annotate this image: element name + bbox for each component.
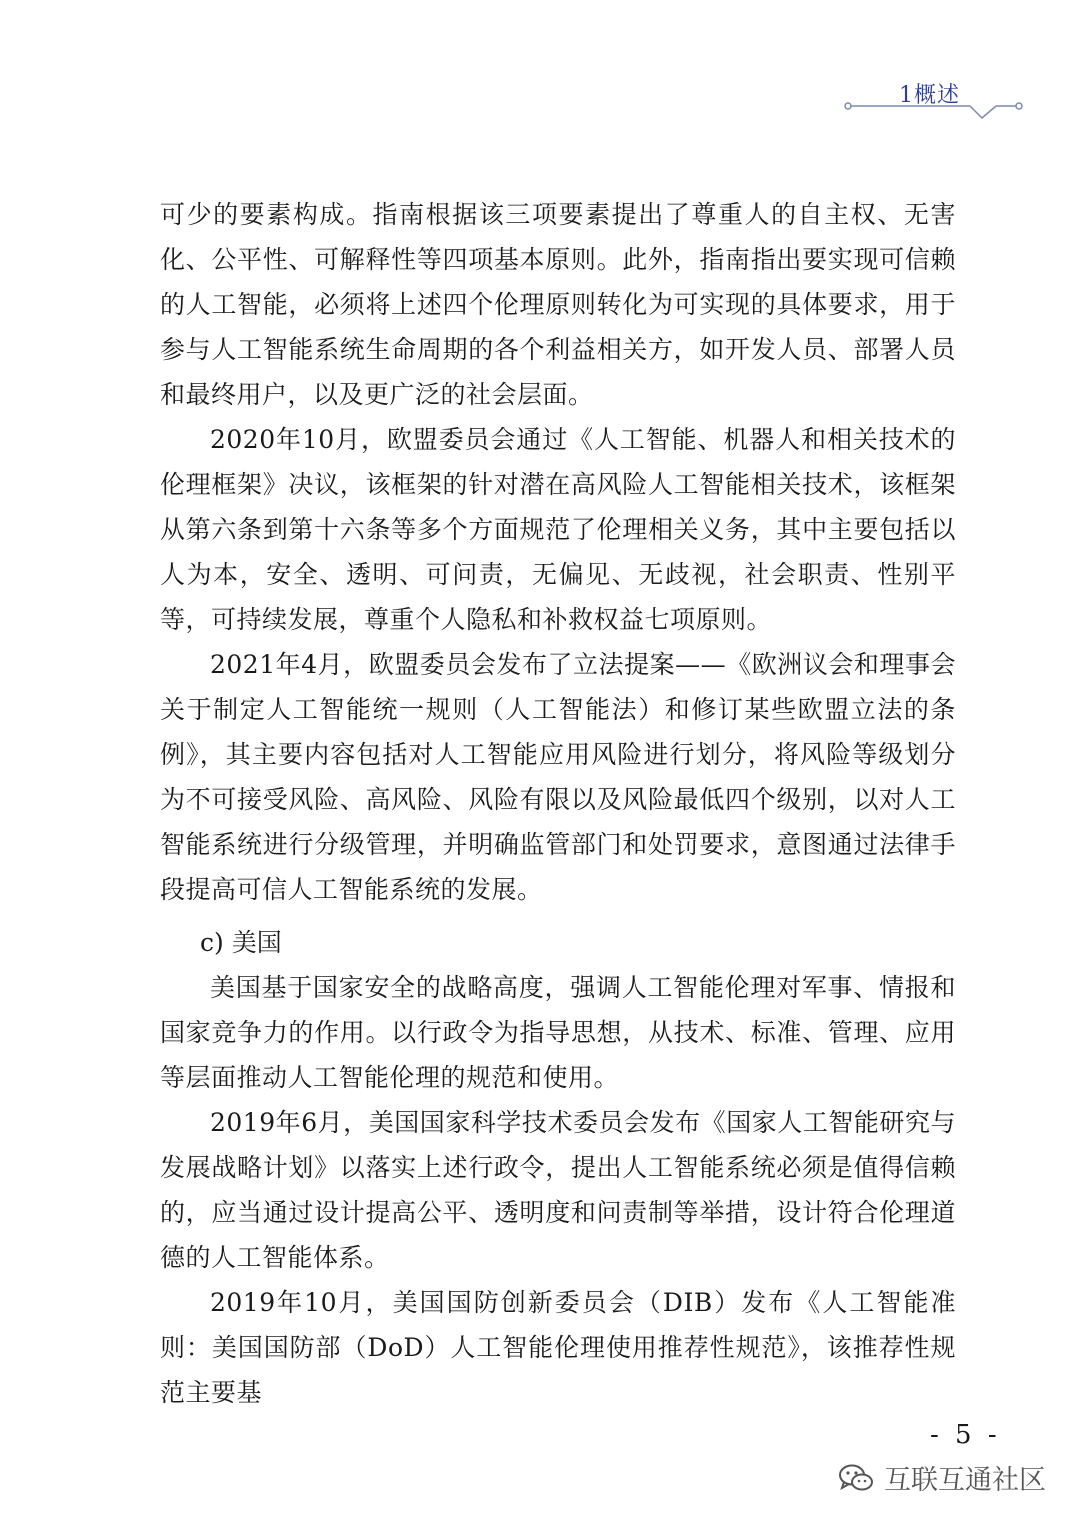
section-title: 1概述 (899, 83, 960, 108)
running-header (840, 76, 1030, 126)
paragraph-us-intro: 美国基于国家安全的战略高度，强调人工智能伦理对军事、情报和国家竞争力的作用。以行政令为指导思想，从技术、标准、管理、应用等层面推动人工智能伦理的规范和使用。 (160, 973, 956, 1092)
paragraph-eu-2021: 2021年4月，欧盟委员会发布了立法提案——《欧洲议会和理事会关于制定人工智能统一规则（人工智能法）和修订某些欧盟立法的条例》，其主要内容包括对人工智能应用风险进行划分，将风险等级划分为不可接受风险、高风险、风险有限以及风险最低四个级别，以对人工智能系统进行分级管理，并明确监管部门和处罚要求，意图通过法律手段提高可信人工智能系统的发展。 (160, 650, 956, 904)
paragraph-us-2019-june: 2019年6月，美国国家科学技术委员会发布《国家人工智能研究与发展战略计划》以落实上述行政令，提出人工智能系统必须是值得信赖的，应当通过设计提高公平、透明度和问责制等举措，设计符合伦理道德的人工智能体系。 (160, 1108, 956, 1272)
paragraph-eu-2020: 2020年10月，欧盟委员会通过《人工智能、机器人和相关技术的伦理框架》决议，该框架的针对潜在高风险人工智能相关技术，该框架从第六条到第十六条等多个方面规范了伦理相关义务，其中主要包括以人为本，安全、透明、可问责，无偏见、无歧视，社会职责、性别平等，可持续发展，尊重个人隐私和补救权益七项原则。 (160, 425, 956, 634)
page-number: - 5 - (930, 1420, 1001, 1450)
watermark (838, 1458, 1046, 1497)
paragraph-us-2019-oct: 2019年10月，美国国防创新委员会（DIB）发布《人工智能准则：美国国防部（DoD）人工智能伦理使用推荐性规范》，该推荐性规范主要基 (160, 1288, 956, 1407)
wechat-icon (838, 1463, 874, 1493)
page-body (160, 192, 956, 1415)
paragraph-eu-guidelines: 可少的要素构成。指南根据该三项要素提出了尊重人的自主权、无害化、公平性、可解释性等四项基本原则。此外，指南指出要实现可信赖的人工智能，必须将上述四个伦理原则转化为可实现的具体要求，用于参与人工智能系统生命周期的各个利益相关方，如开发人员、部署人员和最终用户，以及更广泛的社会层面。 (160, 200, 956, 409)
section-heading-us: c) 美国 (200, 928, 282, 957)
watermark-text: 互联互通社区 (884, 1465, 1046, 1496)
